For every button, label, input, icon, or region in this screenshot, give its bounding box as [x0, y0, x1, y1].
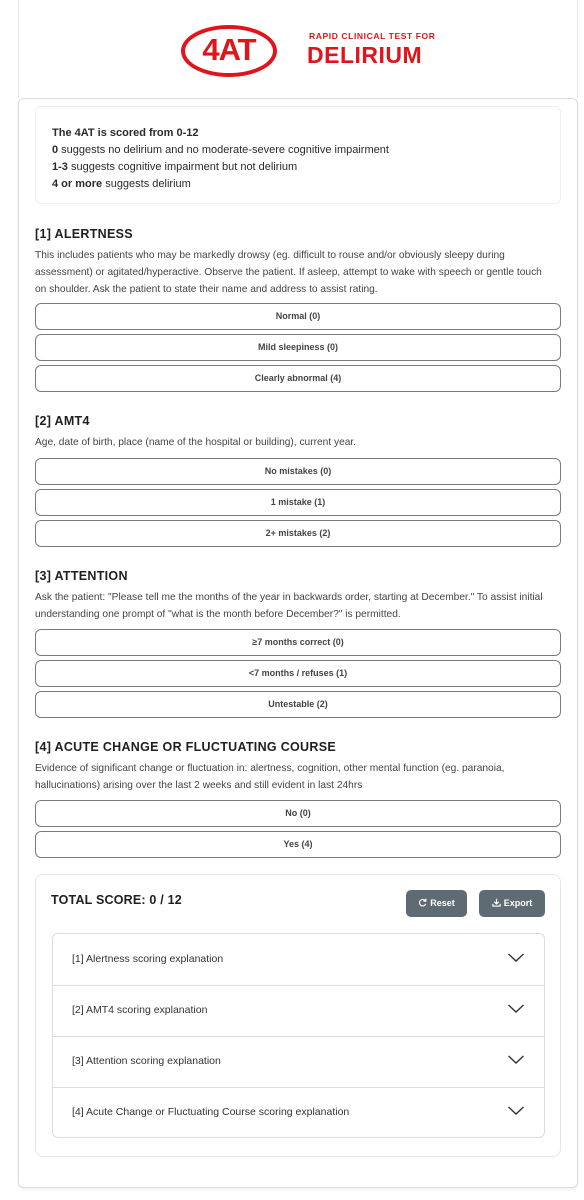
export-label: Export [503, 898, 533, 908]
section-description-attention: Ask the patient: "Please tell me the months of the year in backwards order, starting at December." To assist initial understanding one prompt of "what is the month before December?" is permitted. [35, 592, 543, 620]
summary-line: 0 suggests no delirium and no moderate-severe cognitive impairment [52, 144, 389, 156]
section-title-alertness: [1] ALERTNESS [35, 227, 133, 241]
option-no[interactable]: No (0) [35, 800, 561, 827]
accordion-label: [4] Acute Change or Fluctuating Course scoring explanation [72, 1106, 350, 1118]
accordion-item-acute-change[interactable] [52, 1087, 545, 1138]
option-no-mistakes[interactable]: No mistakes (0) [35, 458, 561, 485]
logo-title: DELIRIUM [307, 42, 423, 68]
accordion-item-amt4[interactable] [52, 985, 545, 1036]
summary-line: 1-3 suggests cognitive impairment but not delirium [52, 161, 298, 173]
logo-subtitle: RAPID CLINICAL TEST FOR [309, 31, 436, 41]
option-clearly-abnormal[interactable]: Clearly abnormal (4) [35, 365, 561, 392]
option-mild-sleepiness[interactable]: Mild sleepiness (0) [35, 334, 561, 361]
summary-line: 4 or more suggests delirium [52, 178, 191, 190]
option-seven-plus-months[interactable]: ≥7 months correct (0) [35, 629, 561, 656]
option-two-plus-mistakes[interactable]: 2+ mistakes (2) [35, 520, 561, 547]
section-description-acute-change: Evidence of significant change or fluctuation in: alertness, cognition, other mental function (eg. paranoia, hallucinations) arising over the last 2 weeks and still evident in last 24hrs [35, 763, 505, 791]
chevron-down-icon [507, 951, 525, 963]
logo-mark: 4AT [202, 32, 256, 67]
reset-label: Reset [430, 898, 455, 908]
option-one-mistake[interactable]: 1 mistake (1) [35, 489, 561, 516]
summary-heading: The 4AT is scored from 0-12 [52, 127, 199, 139]
chevron-down-icon [507, 1002, 525, 1014]
section-description-alertness: This includes patients who may be markedly drowsy (eg. difficult to rouse and/or obviously sleepy during assessment) or agitated/hyperactive. Observe the patient. If asleep, attempt to wake with speech or gentle touch on shoulder. Ask the patient to state their name and address to assist rating. [35, 250, 542, 295]
chevron-down-icon [507, 1104, 525, 1116]
option-under-seven-months[interactable]: <7 months / refuses (1) [35, 660, 561, 687]
refresh-icon [418, 890, 427, 917]
scoring-summary [35, 106, 561, 204]
section-description-amt4: Age, date of birth, place (name of the hospital or building), current year. [35, 437, 357, 448]
section-title-acute-change: [4] ACUTE CHANGE OR FLUCTUATING COURSE [35, 740, 336, 754]
reset-button[interactable] [406, 890, 467, 917]
accordion-label: [3] Attention scoring explanation [72, 1055, 221, 1067]
accordion-label: [1] Alertness scoring explanation [72, 953, 224, 965]
export-button[interactable] [479, 890, 545, 917]
accordion-item-alertness[interactable] [52, 934, 545, 985]
option-normal[interactable]: Normal (0) [35, 303, 561, 330]
option-untestable[interactable]: Untestable (2) [35, 691, 561, 718]
accordion-item-attention[interactable] [52, 1036, 545, 1087]
section-title-amt4: [2] AMT4 [35, 414, 90, 428]
section-title-attention: [3] ATTENTION [35, 569, 128, 583]
app-header [18, 0, 578, 98]
4at-logo [181, 22, 441, 82]
download-icon [492, 890, 501, 917]
chevron-down-icon [507, 1053, 525, 1065]
total-score: TOTAL SCORE: 0 / 12 [51, 893, 182, 907]
accordion-label: [2] AMT4 scoring explanation [72, 1004, 208, 1016]
option-yes[interactable]: Yes (4) [35, 831, 561, 858]
